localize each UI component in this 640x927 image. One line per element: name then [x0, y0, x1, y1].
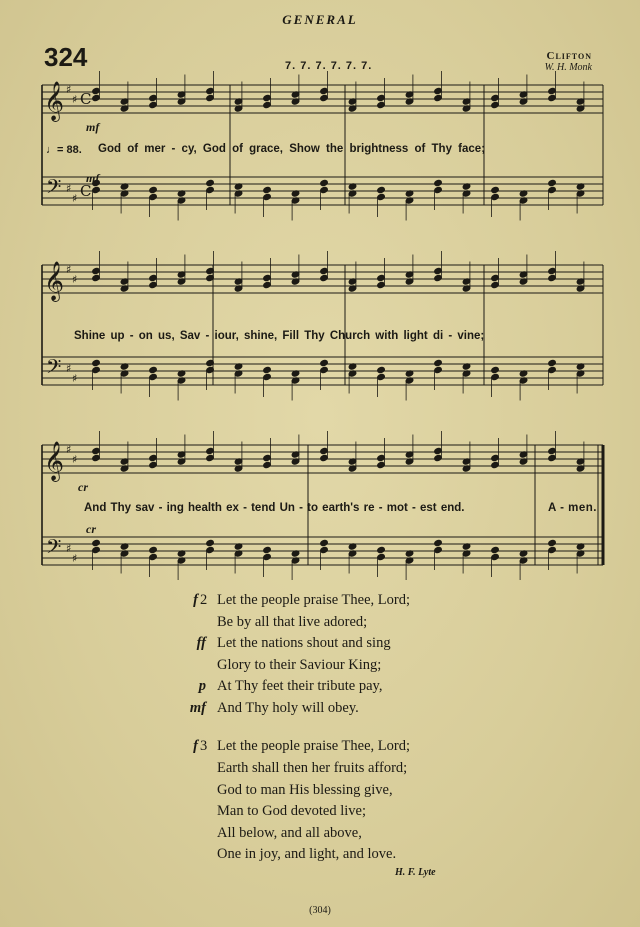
verse-dynamic: f: [193, 738, 198, 754]
verse-number: 3: [200, 738, 208, 754]
hymn-number: 324: [44, 42, 88, 72]
svg-text:♯: ♯: [66, 443, 72, 456]
verse-dynamic: p: [198, 678, 206, 694]
verse-line: God to man His blessing give,: [217, 782, 393, 798]
verse-line: Be by all that live adored;: [217, 614, 368, 630]
verse-line: Earth shall then her fruits afford;: [217, 760, 408, 776]
verse-line: Let the nations shout and sing: [217, 635, 391, 651]
svg-text:♯: ♯: [72, 372, 78, 385]
tune-name: Clifton: [546, 50, 592, 62]
svg-text:♯: ♯: [72, 192, 78, 205]
author-credit: H. F. Lyte: [395, 867, 436, 878]
svg-text:♯: ♯: [72, 93, 78, 106]
svg-text:♯: ♯: [66, 263, 72, 276]
page-number: (304): [309, 905, 331, 916]
svg-text:𝄢: 𝄢: [46, 355, 62, 383]
dynamic-mark: mf: [86, 120, 100, 134]
verse-number: 2: [200, 592, 208, 608]
svg-text:𝄞: 𝄞: [44, 441, 65, 481]
svg-text:♯: ♯: [72, 273, 78, 286]
svg-text:C: C: [80, 182, 92, 200]
svg-text:♯: ♯: [66, 83, 72, 96]
running-head: GENERAL: [282, 12, 358, 27]
svg-text:𝄢: 𝄢: [46, 535, 62, 563]
composer: W. H. Monk: [544, 62, 592, 73]
verse-line: Man to God devoted live;: [217, 803, 367, 819]
dynamic-mark: cr: [86, 522, 96, 536]
verse-line: All below, and all above,: [217, 825, 362, 841]
amen-lyric: A - men.: [548, 502, 597, 514]
dynamic-mark: cr: [78, 480, 88, 494]
svg-text:♯: ♯: [66, 542, 72, 555]
svg-text:𝄞: 𝄞: [44, 81, 65, 121]
dynamic-mark: mf: [86, 171, 100, 185]
verse-line: One in joy, and light, and love.: [217, 846, 397, 862]
svg-text:♯: ♯: [66, 362, 72, 375]
tempo-mark: ♩= 88.: [46, 144, 82, 156]
svg-text:C: C: [80, 90, 92, 108]
verse-line: And Thy holy will obey.: [217, 700, 359, 716]
svg-text:𝄞: 𝄞: [44, 261, 65, 301]
verse-dynamic: f: [193, 592, 198, 608]
verse-line: At Thy feet their tribute pay,: [217, 678, 383, 694]
svg-text:♯: ♯: [72, 453, 78, 466]
svg-text:𝄢: 𝄢: [46, 175, 62, 203]
svg-text:♯: ♯: [66, 182, 72, 195]
lyric-line: God of mer - cy, God of grace, Show the brightness of Thy face;: [98, 143, 486, 155]
verse-line: Let the people praise Thee, Lord;: [217, 592, 410, 608]
verse-line: Let the people praise Thee, Lord;: [217, 738, 410, 754]
lyric-line: Shine up - on us, Sav - iour, shine, Fill Thy Church with light di - vine;: [74, 330, 485, 342]
verse-dynamic: ff: [196, 635, 206, 651]
meter: 7. 7. 7. 7. 7. 7.: [285, 60, 373, 72]
lyric-line: And Thy sav - ing health ex - tend Un - to earth's re - mot - est end.: [84, 502, 465, 514]
verse-line: Glory to their Saviour King;: [217, 657, 382, 673]
svg-text:♯: ♯: [72, 552, 78, 565]
verse-dynamic: mf: [189, 700, 206, 716]
